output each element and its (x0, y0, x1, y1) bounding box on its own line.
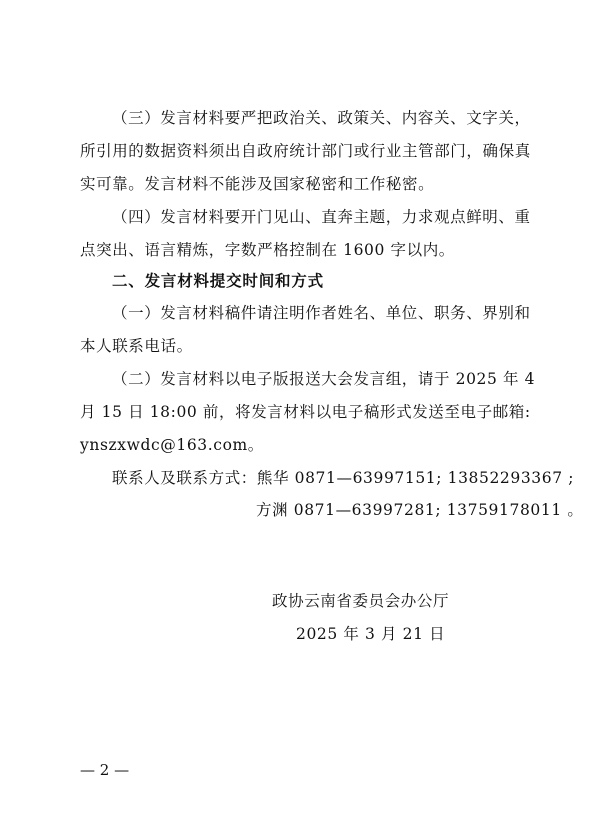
para4-line2: 点突出、语言精炼，字数严格控制在 1600 字以内。 (80, 241, 455, 259)
section2-heading: 二、发言材料提交时间和方式 (112, 272, 324, 290)
sub2-line2: 月 15 日 18:00 前，将发言材料以电子稿形式发送至电子邮箱: (80, 403, 531, 421)
signature-date: 2025 年 3 月 21 日 (296, 625, 446, 643)
sub1-line2: 本人联系电话。 (80, 337, 193, 355)
sub2-line1: （二）发言材料以电子版报送大会发言组，请于 2025 年 4 (112, 370, 536, 388)
contact-line1: 联系人及联系方式：熊华 0871—63997151; 13852293367 ; (112, 469, 575, 487)
contact-line2: 方渊 0871—63997281; 13759178011 。 (256, 501, 584, 519)
sub1-line1: （一）发言材料稿件请注明作者姓名、单位、职务、界别和 (112, 304, 531, 322)
sub2-line3-email: ynszxwdc@163.com。 (80, 436, 264, 454)
para3-line2: 所引用的数据资料须出自政府统计部门或行业主管部门，确保真 (80, 142, 531, 160)
para4-line1: （四）发言材料要开门见山、直奔主题，力求观点鲜明、重 (112, 208, 531, 226)
signature-org: 政协云南省委员会办公厅 (272, 592, 450, 610)
page-number: — 2 — (80, 761, 130, 779)
para3-line3: 实可靠。发言材料不能涉及国家秘密和工作秘密。 (80, 175, 435, 193)
para3-line1: （三）发言材料要严把政治关、政策关、内容关、文字关， (112, 109, 531, 127)
